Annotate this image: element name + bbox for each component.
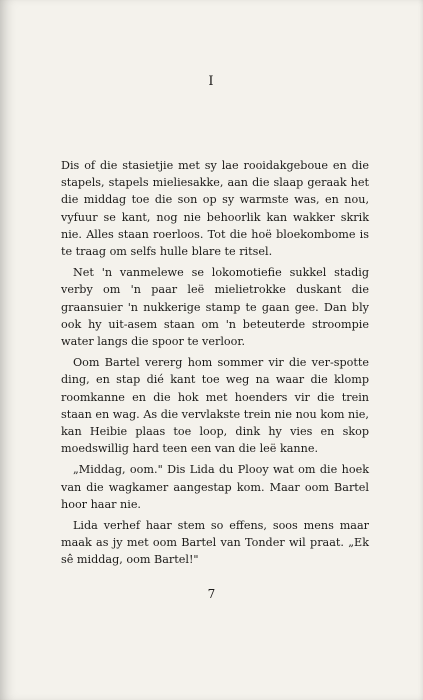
paragraph: Oom Bartel vererg hom sommer vir die ver-spotte ding, en stap dié kant toe weg na waar die klomp roomkanne en die hok met hoenders vir die trein staan en wag. As die vervlakste trein nie nou kom nie, kan Heibie plaas toe loop, dink hy vies en skop moedswillig hard teen een van die leë kanne. [61,356,369,456]
page-number: 7 [207,587,216,601]
paragraph: „Middag, oom." Dis Lida du Plooy wat om die hoek van die wagkamer aangestap kom. Maar oom Bartel hoor haar nie. [61,463,369,511]
body-text [61,157,369,573]
paragraph: Lida verhef haar stem so effens, soos mens maar maak as jy met oom Bartel van Tonder wil praat. „Ek sê middag, oom Bartel!" [61,519,369,567]
paragraph: Dis of die stasietjie met sy lae rooidakgeboue en die stapels, stapels mieliesakke, aan die slaap geraak het die middag toe die son op sy warmste was, en nou, vyfuur se kant, nog nie behoorlik kan wakker skrik nie. Alles staan roerloos. Tot die hoë bloekombome is te traag om selfs hulle blare te ritsel. [61,159,369,259]
chapter-heading: I [208,74,215,89]
paragraph: Net 'n vanmelewe se lokomotiefie sukkel stadig verby om 'n paar leë mielietrokke duskant die graansuier 'n nukkerige stamp te gaan gee. Dan bly ook hy uit-asem staan om 'n beteuterde stroompie water langs die spoor te verloor. [61,266,369,349]
